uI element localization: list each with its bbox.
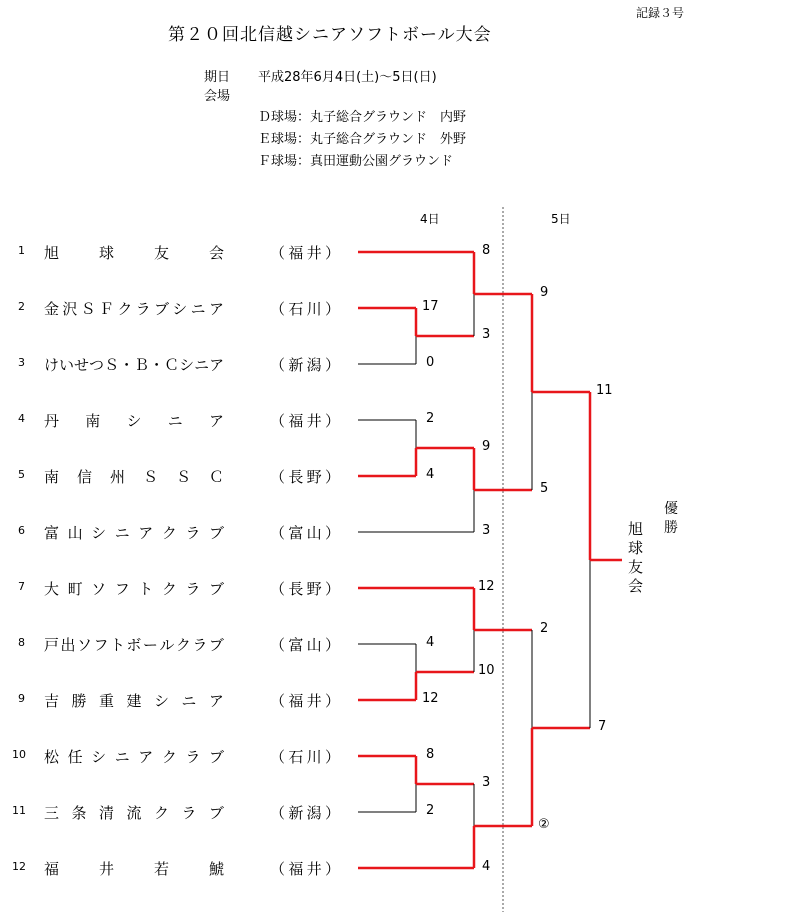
venue-label: 会場 [204, 89, 231, 104]
score-label: 3 [482, 327, 491, 342]
team-name: 三 条 清 流 ク ラ ブ [44, 804, 224, 822]
team-number: 4 [18, 412, 25, 425]
champion-label: 優勝 [664, 501, 678, 536]
score-label: 7 [598, 719, 607, 734]
team-name: 松 任 シ ニ ア ク ラ ブ [44, 748, 224, 766]
champion-name: 旭球友会 [628, 520, 644, 595]
team-number: 9 [18, 692, 25, 705]
score-label: 5 [540, 481, 549, 496]
score-label: 12 [478, 579, 495, 594]
score-label: 11 [596, 383, 613, 398]
team-name: 金 沢 Ｓ Ｆ ク ラ ブ シ ニ ア [44, 300, 224, 318]
team-number: 3 [18, 356, 25, 369]
team-prefecture: （ 富 山 ） [270, 636, 340, 654]
team-name: 南 信 州 Ｓ Ｓ Ｃ [44, 468, 224, 486]
team-number: 6 [18, 524, 25, 537]
team-prefecture: （ 福 井 ） [270, 412, 340, 430]
score-label: 8 [426, 747, 435, 762]
team-name: 大 町 ソ フ ト ク ラ ブ [44, 580, 224, 598]
score-label: 4 [482, 859, 491, 874]
team-number: 11 [12, 804, 26, 817]
period-label: 期日 [204, 70, 231, 85]
score-label: 10 [478, 663, 495, 678]
team-name: 吉 勝 重 建 シ ニ ア [44, 692, 224, 710]
team-name: 旭 球 友 会 [44, 244, 224, 262]
score-label: ② [538, 817, 550, 832]
team-number: 1 [18, 244, 25, 257]
team-prefecture: （ 富 山 ） [270, 524, 340, 542]
team-name: 富 山 シ ニ ア ク ラ ブ [44, 524, 224, 542]
team-name: 福 井 若 鯱 [44, 860, 224, 878]
day-header-2: 5日 [551, 212, 571, 226]
score-label: 4 [426, 467, 435, 482]
day-header-1: 4日 [420, 212, 440, 226]
score-label: 2 [540, 621, 549, 636]
team-prefecture: （ 新 潟 ） [270, 356, 340, 374]
score-label: 9 [482, 439, 491, 454]
venue-f: Ｆ球場：真田運動公園グラウンド [258, 154, 454, 169]
team-name: 戸 出 ソ フ ト ボ ー ル ク ラ ブ [44, 636, 224, 654]
team-prefecture: （ 長 野 ） [270, 468, 340, 486]
team-number: 8 [18, 636, 25, 649]
team-number: 2 [18, 300, 25, 313]
team-name: 丹 南 シ ニ ア [44, 412, 224, 430]
team-prefecture: （ 石 川 ） [270, 748, 340, 766]
score-label: 4 [426, 635, 435, 650]
team-prefecture: （ 福 井 ） [270, 860, 340, 878]
score-label: 3 [482, 775, 491, 790]
record-number: 記録３号 [636, 6, 685, 20]
team-number: 7 [18, 580, 25, 593]
team-number: 12 [12, 860, 26, 873]
score-label: 2 [426, 803, 435, 818]
score-label: 3 [482, 523, 491, 538]
venue-d: Ｄ球場：丸子総合グラウンド 内野 [258, 110, 467, 125]
score-label: 9 [540, 285, 549, 300]
score-label: 8 [482, 243, 491, 258]
period-value: 平成28年6月4日(土)～5日(日) [258, 70, 437, 85]
team-prefecture: （ 石 川 ） [270, 300, 340, 318]
team-prefecture: （ 福 井 ） [270, 692, 340, 710]
team-prefecture: （ 長 野 ） [270, 580, 340, 598]
venue-e: Ｅ球場：丸子総合グラウンド 外野 [258, 132, 467, 147]
score-label: 2 [426, 411, 435, 426]
team-prefecture: （ 福 井 ） [270, 244, 340, 262]
score-label: 0 [426, 355, 435, 370]
team-name: け い せ つ Ｓ ・ Ｂ ・ Ｃ シ ニ ア [44, 356, 225, 374]
page-title: 第２０回北信越シニアソフトボール大会 [168, 25, 492, 45]
score-label: 17 [422, 299, 439, 314]
score-label: 12 [422, 691, 439, 706]
team-number: 5 [18, 468, 25, 481]
team-prefecture: （ 新 潟 ） [270, 804, 340, 822]
team-number: 10 [12, 748, 26, 761]
